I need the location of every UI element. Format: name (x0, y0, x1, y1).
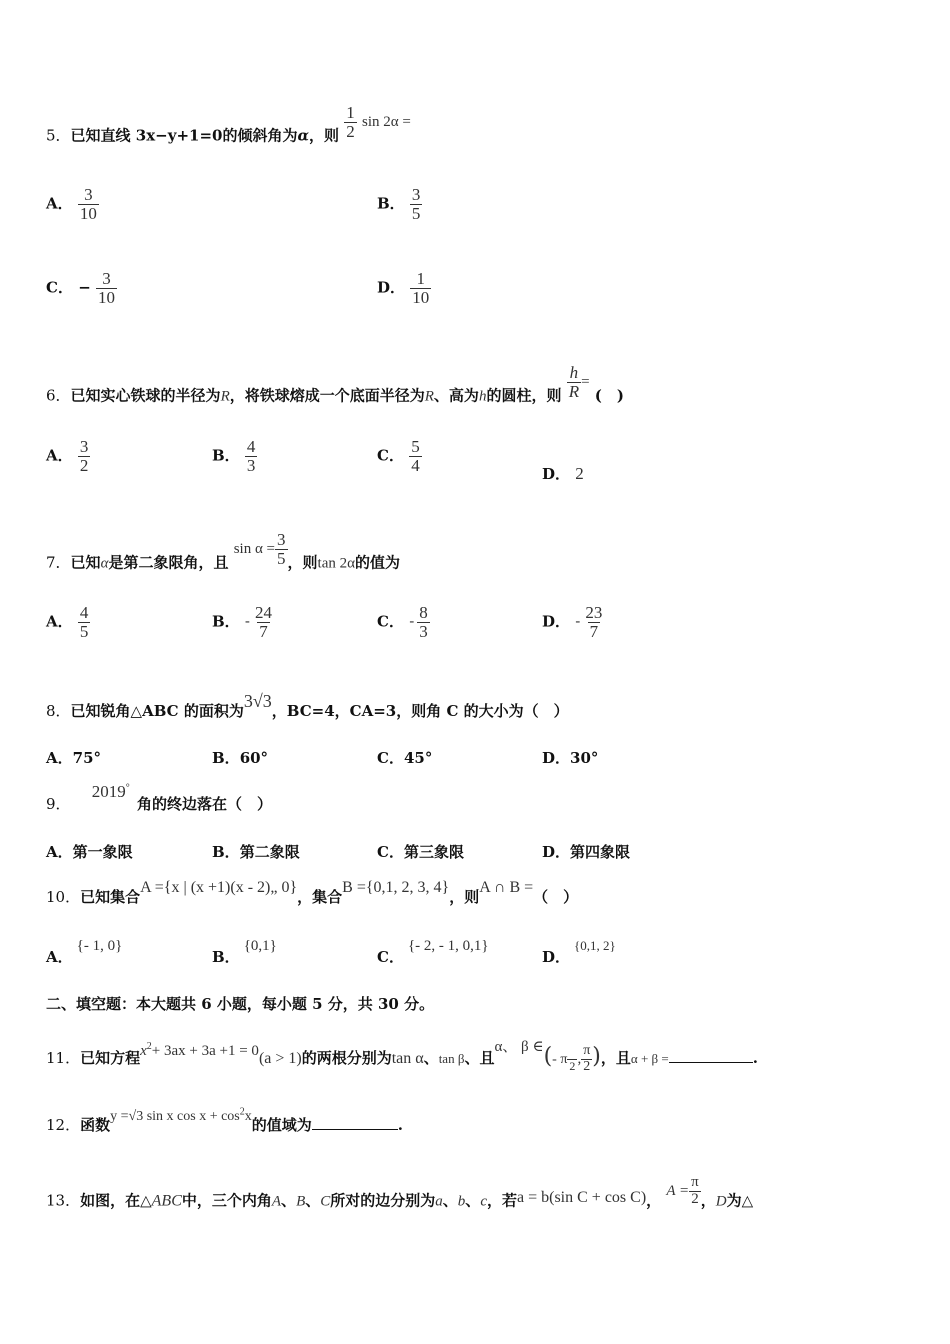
section-heading: 二、填空题：本大题共 6 小题，每小题 5 分，共 30 分。 (46, 995, 435, 1013)
answer-blank[interactable] (312, 1129, 398, 1130)
question-12: 12．函数y =√3 sin x $\cos x + \cos^2x$的值域为 . (46, 1106, 403, 1134)
option-c[interactable]: C．第三象限 (377, 843, 464, 861)
option-b[interactable]: B．{0,1} (212, 938, 277, 966)
question-7: 7．已知α是第二象限角，且 sin α = $\frac{3}{5}$ ，则tan 2α的值为 (46, 530, 400, 572)
option-b[interactable]: B． $\frac{4}{3}$ (212, 437, 256, 475)
question-13: 13．如图，在△ABC中，三个内角A、B、C所对的边分别为a、b、c，若a = b(sin C + cos C)， A = $\frac{\pi}{2}$ ，D为△ (46, 1174, 754, 1210)
option-b[interactable]: B．第二象限 (212, 843, 300, 861)
option-d[interactable]: D．30° (542, 749, 599, 767)
angle-value: 2019° (91, 782, 130, 801)
option-c[interactable]: C． − $\frac{3}{10}$ (46, 269, 115, 307)
option-d[interactable]: D． 2 (542, 464, 584, 483)
option-a[interactable]: A．{- 1, 0} (46, 938, 123, 966)
option-d[interactable]: D． - $\frac{23}{7}$ (542, 603, 603, 641)
option-d[interactable]: D．第四象限 (542, 843, 631, 861)
option-a[interactable]: A．第一象限 (46, 843, 133, 861)
question-10: 10．已知集合A ={x | (x +1)(x - 2)„ 0}，集合B ={0,1, 2, 3, 4}，则A ∩ B =（ ） (46, 879, 579, 906)
question-9: 9． 2019° 角的终边落在（ ） (46, 782, 273, 813)
option-b[interactable]: B． $\frac{3}{5}$ (377, 185, 421, 223)
option-c[interactable]: C． - $\frac{8}{3}$ (377, 603, 428, 641)
question-11: 11．已知方程$x^2+ 3ax + 3a +1 = 0(a > 1)$的两根分别为tan α、tan β、且α、 β ∈(- π 2 , $\frac{\pi}{2}$ )，且α + β = . (46, 1039, 758, 1074)
option-a[interactable]: A．75° (46, 749, 102, 767)
question-number: 5． (46, 126, 71, 145)
option-a[interactable]: A． $\frac{3}{2}$ (46, 437, 89, 475)
question-expression: $\frac{1}{2}$ sin 2α = (346, 103, 411, 141)
question-8: 8．已知锐角△ABC 的面积为3√3，BC=4，CA=3，则角 C 的大小为（ ） (46, 691, 569, 720)
option-a[interactable]: A． $\frac{4}{5}$ (46, 603, 89, 641)
option-c[interactable]: C．45° (377, 749, 433, 767)
question-6: 6．已知实心铁球的半径为R，将铁球熔成一个底面半径为R、高为h的圆柱，则 $\frac{h}{R}$ = ( ) (46, 363, 624, 405)
question-5: 5．已知直线 3x−y+1=0的倾斜角为α，则 $\frac{1}{2}$ sin 2α = (46, 103, 411, 145)
option-d[interactable]: D． $\frac{1}{10}$ (377, 269, 430, 307)
option-b[interactable]: B．60° (212, 749, 269, 767)
option-c[interactable]: C． $\frac{5}{4}$ (377, 437, 420, 475)
answer-blank[interactable] (669, 1062, 753, 1063)
option-c[interactable]: C．{- 2, - 1, 0,1} (377, 938, 489, 966)
option-a[interactable]: A． $\frac{3}{10}$ (46, 185, 97, 223)
option-b[interactable]: B． - $\frac{24}{7}$ (212, 603, 272, 641)
option-d[interactable]: D．{0,1, 2} (542, 938, 616, 966)
